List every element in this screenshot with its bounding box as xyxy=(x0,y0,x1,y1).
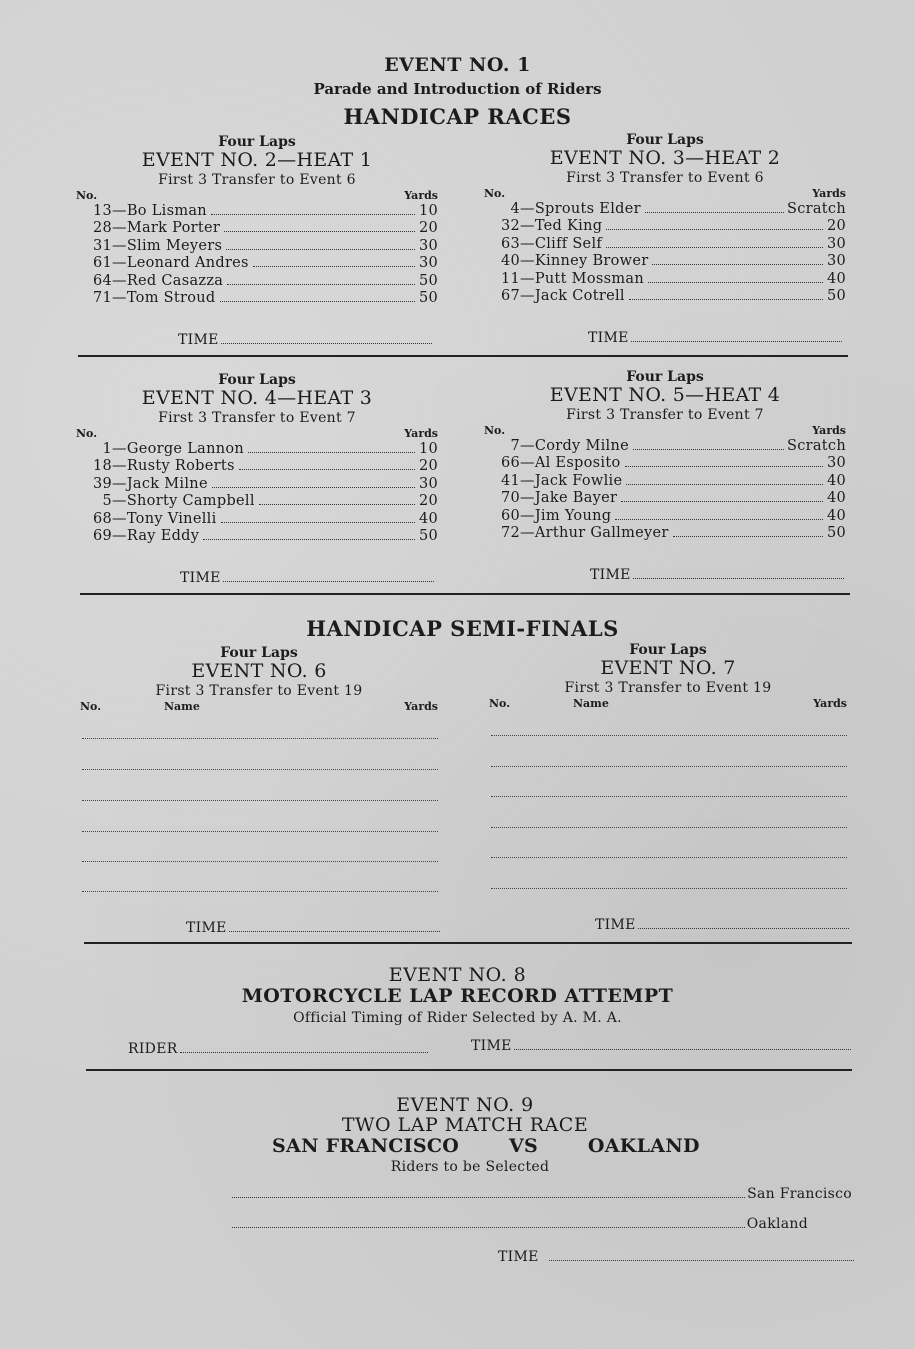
heat2-rider-list xyxy=(484,201,846,305)
rider-dash: — xyxy=(112,441,127,457)
rider-row xyxy=(484,253,846,270)
event6-entry-line[interactable] xyxy=(82,738,438,739)
rider-row xyxy=(484,438,846,455)
leader-dots xyxy=(629,299,823,300)
rider-name: Rusty Roberts xyxy=(126,458,235,475)
rider-row xyxy=(484,271,846,288)
leader-dots xyxy=(633,449,784,450)
heat3-title: EVENT NO. 4—HEAT 3 xyxy=(141,387,373,409)
rider-name: Slim Meyers xyxy=(126,237,223,254)
rider-row xyxy=(484,490,846,507)
leader-dots xyxy=(606,229,823,230)
event6-laps: Four Laps xyxy=(220,645,298,661)
rider-dash: — xyxy=(112,528,127,545)
heat1-transfer: First 3 Transfer to Event 6 xyxy=(158,172,356,188)
rider-number: 68 xyxy=(92,510,112,527)
rider-name: Red Casazza xyxy=(126,272,224,289)
event6-entry-line[interactable] xyxy=(82,861,438,862)
rider-dash: — xyxy=(520,455,535,472)
heat4-header xyxy=(484,424,846,438)
rider-number: 5 xyxy=(102,493,112,510)
heat4-block xyxy=(484,369,846,542)
rider-number: 41 xyxy=(500,472,520,489)
rider-row xyxy=(76,290,438,307)
rider-name: Arthur Gallmeyer xyxy=(534,525,669,542)
leader-dots xyxy=(626,484,823,485)
rider-dash: — xyxy=(112,272,127,289)
semi-finals-heading: HANDICAP SEMI-FINALS xyxy=(306,616,619,641)
rider-name: Cordy Milne xyxy=(534,438,629,454)
event9-time-label: TIME xyxy=(498,1249,539,1265)
rider-name: Al Esposito xyxy=(534,455,621,472)
event6-time-line xyxy=(186,920,440,936)
rider-row xyxy=(484,201,846,218)
event8-title: EVENT NO. 8 xyxy=(388,964,527,986)
event1-subtitle: Parade and Introduction of Riders xyxy=(313,80,602,98)
rider-dash: — xyxy=(520,235,535,252)
event9-title: EVENT NO. 9 xyxy=(396,1094,534,1116)
heat1-col-no: No. xyxy=(76,189,98,202)
heat4-laps: Four Laps xyxy=(626,369,704,385)
event6-time-label: TIME xyxy=(186,920,227,936)
leader-dots xyxy=(606,247,823,248)
rider-row xyxy=(76,511,438,528)
rider-yards: 50 xyxy=(418,528,438,545)
event8-time-label: TIME xyxy=(471,1038,512,1054)
rider-yards: 30 xyxy=(826,455,846,472)
heat3-header xyxy=(76,427,438,441)
event9-team2: OAKLAND xyxy=(587,1135,700,1157)
heat2-col-yards: Yards xyxy=(812,187,846,200)
rider-number: 28 xyxy=(92,220,112,237)
event9-sf-label: San Francisco xyxy=(747,1186,852,1202)
heat3-laps: Four Laps xyxy=(218,372,296,388)
leader-dots xyxy=(253,266,415,267)
leader-dots xyxy=(224,231,415,232)
rider-dash: — xyxy=(520,288,535,305)
rider-yards: Scratch xyxy=(786,438,846,454)
heat1-col-yards: Yards xyxy=(404,189,438,202)
heat1-title: EVENT NO. 2—HEAT 1 xyxy=(141,149,373,171)
rider-name: Jake Bayer xyxy=(534,490,618,507)
rider-dash: — xyxy=(520,253,535,270)
rider-name: Jack Fowlie xyxy=(534,472,623,489)
rider-row xyxy=(76,273,438,290)
rider-number: 60 xyxy=(500,507,520,524)
rider-name: Ray Eddy xyxy=(126,528,200,545)
rider-name: Jack Cotrell xyxy=(534,288,625,305)
leader-dots xyxy=(220,301,416,302)
heat1-time-line xyxy=(178,332,432,348)
rider-name: Putt Mossman xyxy=(534,270,644,287)
heat2-laps: Four Laps xyxy=(626,132,704,148)
rider-row xyxy=(76,528,438,545)
rider-row xyxy=(76,441,438,458)
event8-note: Official Timing of Rider Selected by A. M. A. xyxy=(293,1010,622,1026)
rider-number: 18 xyxy=(92,458,112,475)
event9-oak-label: Oakland xyxy=(746,1216,808,1232)
rider-dash: — xyxy=(112,475,127,492)
heat2-time-label: TIME xyxy=(588,330,629,346)
leader-dots xyxy=(221,522,415,523)
rider-name: George Lannon xyxy=(126,441,245,457)
rider-dash: — xyxy=(520,490,535,507)
heat3-col-yards: Yards xyxy=(404,427,438,440)
heat3-time-label: TIME xyxy=(180,570,221,586)
heat4-time-label: TIME xyxy=(590,567,631,583)
event6-transfer: First 3 Transfer to Event 19 xyxy=(155,683,363,699)
heat1-rider-list xyxy=(76,203,438,307)
event7-header xyxy=(489,697,847,711)
rider-dash: — xyxy=(112,203,127,219)
rider-number: 11 xyxy=(500,270,520,287)
rider-dash: — xyxy=(112,255,127,272)
rider-dash: — xyxy=(112,220,127,237)
event7-entry-line[interactable] xyxy=(491,766,847,767)
heat4-rider-list xyxy=(484,438,846,542)
rider-number: 66 xyxy=(500,455,520,472)
leader-dots xyxy=(645,212,784,213)
heat4-title: EVENT NO. 5—HEAT 4 xyxy=(549,384,781,406)
rider-row xyxy=(484,288,846,305)
heat4-transfer: First 3 Transfer to Event 7 xyxy=(566,407,764,423)
heat2-col-no: No. xyxy=(484,187,506,200)
rider-dash: — xyxy=(520,507,535,524)
event6-entry-line[interactable] xyxy=(82,769,438,770)
event7-entry-line[interactable] xyxy=(491,827,847,828)
rider-yards: 50 xyxy=(418,272,438,289)
event8-rider-line[interactable] xyxy=(128,1041,428,1057)
rider-yards: 40 xyxy=(826,507,846,524)
heat3-col-no: No. xyxy=(76,427,98,440)
leader-dots xyxy=(212,487,415,488)
leader-dots xyxy=(203,539,415,540)
event6-title: EVENT NO. 6 xyxy=(191,660,327,682)
rider-row xyxy=(76,220,438,237)
rider-name: Mark Porter xyxy=(126,220,221,237)
rider-yards: 50 xyxy=(826,525,846,542)
event7-entry-line[interactable] xyxy=(491,796,847,797)
leader-dots xyxy=(259,504,415,505)
rider-row xyxy=(484,525,846,542)
rider-yards: 10 xyxy=(418,441,438,457)
rider-row xyxy=(76,255,438,272)
rider-name: Kinney Brower xyxy=(534,253,649,270)
rider-row xyxy=(76,238,438,255)
rider-yards: 30 xyxy=(826,235,846,252)
rider-row xyxy=(76,203,438,220)
rider-row xyxy=(484,508,846,525)
rider-yards: 30 xyxy=(826,253,846,270)
rider-yards: 20 xyxy=(418,458,438,475)
rider-yards: 50 xyxy=(826,288,846,305)
event7-time-line xyxy=(595,917,849,933)
heat3-time-line xyxy=(180,570,434,586)
event6-block xyxy=(80,645,438,714)
leader-dots xyxy=(652,264,823,265)
rider-dash: — xyxy=(520,201,535,217)
rider-dash: — xyxy=(112,458,127,475)
event7-col-no: No. xyxy=(489,697,511,710)
rider-row xyxy=(484,218,846,235)
rider-yards: 40 xyxy=(826,490,846,507)
rider-yards: 30 xyxy=(418,475,438,492)
rider-dash: — xyxy=(520,270,535,287)
event7-laps: Four Laps xyxy=(629,642,707,658)
event8-subtitle: MOTORCYCLE LAP RECORD ATTEMPT xyxy=(241,985,674,1007)
rider-yards: 30 xyxy=(418,237,438,254)
event7-entry-line[interactable] xyxy=(491,888,847,889)
heat2-time-line xyxy=(588,330,842,346)
rider-row xyxy=(76,493,438,510)
rider-row xyxy=(484,473,846,490)
leader-dots xyxy=(621,501,823,502)
rider-dash: — xyxy=(112,290,127,307)
rider-yards: 30 xyxy=(418,255,438,272)
event7-transfer: First 3 Transfer to Event 19 xyxy=(564,680,772,696)
event9-matchup xyxy=(272,1135,700,1157)
event8-rider-label: RIDER xyxy=(128,1041,178,1057)
rider-yards: 20 xyxy=(826,218,846,235)
event6-col-no: No. xyxy=(80,700,102,713)
rider-yards: 10 xyxy=(418,203,438,219)
divider-3 xyxy=(84,942,852,944)
rider-number: 64 xyxy=(92,272,112,289)
event7-title: EVENT NO. 7 xyxy=(600,657,736,679)
event7-col-yards: Yards xyxy=(813,697,847,710)
rider-number: 63 xyxy=(500,235,520,252)
leader-dots xyxy=(673,536,823,537)
heat3-rider-list xyxy=(76,441,438,545)
event6-entry-line[interactable] xyxy=(82,800,438,801)
event8-time-line[interactable] xyxy=(471,1038,851,1054)
rider-name: Tony Vinelli xyxy=(126,510,217,527)
rider-row xyxy=(76,476,438,493)
heat4-time-line xyxy=(590,567,844,583)
rider-name: Tom Stroud xyxy=(126,290,216,307)
event9-sf-line[interactable] xyxy=(232,1186,852,1202)
rider-dash: — xyxy=(520,525,535,542)
heat2-title: EVENT NO. 3—HEAT 2 xyxy=(549,147,781,169)
rider-dash: — xyxy=(520,472,535,489)
heat4-col-no: No. xyxy=(484,424,506,437)
rider-yards: 40 xyxy=(418,510,438,527)
divider-1 xyxy=(78,355,848,357)
leader-dots xyxy=(227,284,415,285)
rider-yards: 40 xyxy=(826,270,846,287)
event9-oak-line[interactable] xyxy=(232,1216,808,1232)
leader-dots xyxy=(239,469,415,470)
rider-name: Sprouts Elder xyxy=(534,201,641,217)
event6-entry-line[interactable] xyxy=(82,891,438,892)
heat1-block xyxy=(76,134,438,307)
heat1-header xyxy=(76,189,438,203)
rider-row xyxy=(484,455,846,472)
rider-number: 13 xyxy=(92,203,112,219)
heat1-laps: Four Laps xyxy=(218,134,296,150)
rider-name: Bo Lisman xyxy=(126,203,207,219)
rider-name: Shorty Campbell xyxy=(126,493,255,510)
rider-name: Jack Milne xyxy=(126,475,208,492)
handicap-races-heading: HANDICAP RACES xyxy=(343,104,572,129)
rider-yards: 40 xyxy=(826,472,846,489)
rider-yards: 20 xyxy=(418,493,438,510)
event6-entry-line[interactable] xyxy=(82,831,438,832)
event9-subtitle: TWO LAP MATCH RACE xyxy=(341,1114,589,1136)
rider-dash: — xyxy=(520,218,535,235)
rider-number: 32 xyxy=(500,218,520,235)
event9-note: Riders to be Selected xyxy=(390,1159,550,1175)
rider-number: 72 xyxy=(500,525,520,542)
event9-time-line[interactable] xyxy=(498,1249,854,1265)
event7-entry-line[interactable] xyxy=(491,735,847,736)
rider-number: 70 xyxy=(500,490,520,507)
rider-number: 1 xyxy=(102,441,112,457)
rider-dash: — xyxy=(112,510,127,527)
rider-number: 31 xyxy=(92,237,112,254)
leader-dots xyxy=(648,282,823,283)
event1-title: EVENT NO. 1 xyxy=(384,54,531,76)
rider-number: 39 xyxy=(92,475,112,492)
rider-number: 7 xyxy=(510,438,520,454)
rider-dash: — xyxy=(112,237,127,254)
event7-col-name: Name xyxy=(573,697,609,710)
heat2-header xyxy=(484,187,846,201)
event6-header xyxy=(80,700,438,714)
leader-dots xyxy=(226,249,415,250)
rider-number: 69 xyxy=(92,528,112,545)
event9-team1: SAN FRANCISCO xyxy=(272,1135,460,1157)
leader-dots xyxy=(211,214,415,215)
rider-number: 4 xyxy=(510,201,520,217)
leader-dots xyxy=(615,519,823,520)
leader-dots xyxy=(248,452,415,453)
heat3-block xyxy=(76,372,438,545)
rider-dash: — xyxy=(112,493,127,510)
heat4-col-yards: Yards xyxy=(812,424,846,437)
rider-row xyxy=(76,458,438,475)
heat1-time-label: TIME xyxy=(178,332,219,348)
event6-col-yards: Yards xyxy=(404,700,438,713)
leader-dots xyxy=(625,466,823,467)
divider-4 xyxy=(86,1069,852,1071)
rider-name: Leonard Andres xyxy=(126,255,249,272)
rider-number: 61 xyxy=(92,255,112,272)
rider-name: Ted King xyxy=(534,218,603,235)
rider-yards: Scratch xyxy=(786,201,846,217)
heat3-transfer: First 3 Transfer to Event 7 xyxy=(158,410,356,426)
event7-block xyxy=(489,642,847,711)
rider-number: 67 xyxy=(500,288,520,305)
event9-vs: VS xyxy=(508,1135,539,1157)
event7-time-label: TIME xyxy=(595,917,636,933)
rider-name: Jim Young xyxy=(534,507,612,524)
heat2-block xyxy=(484,132,846,305)
rider-number: 40 xyxy=(500,253,520,270)
rider-number: 71 xyxy=(92,290,112,307)
rider-dash: — xyxy=(520,438,535,454)
event7-entry-line[interactable] xyxy=(491,857,847,858)
event6-col-name: Name xyxy=(164,700,200,713)
rider-name: Cliff Self xyxy=(534,235,603,252)
divider-2 xyxy=(80,593,850,595)
heat2-transfer: First 3 Transfer to Event 6 xyxy=(566,170,764,186)
rider-yards: 20 xyxy=(418,220,438,237)
rider-yards: 50 xyxy=(418,290,438,307)
rider-row xyxy=(484,236,846,253)
